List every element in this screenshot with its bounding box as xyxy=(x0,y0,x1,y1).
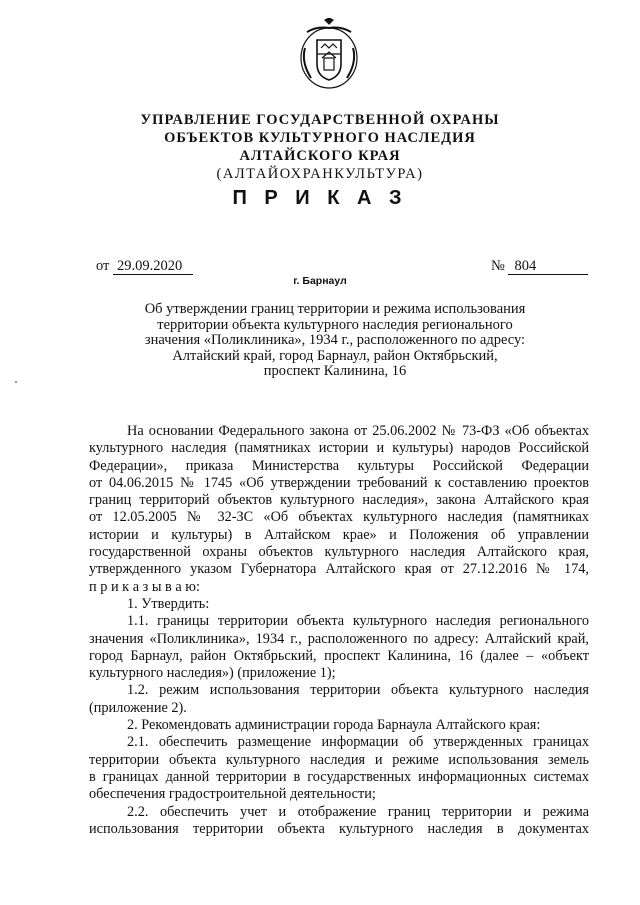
body-line: от 04.06.2015 № 1745 «Об утверждении требований к составлению проектов xyxy=(89,474,589,491)
body-line: границ территорий объектов культурного наследия», закона Алтайского края xyxy=(89,492,589,509)
body-line: территории объекта культурного наследия и режиме использования земель xyxy=(89,751,589,768)
clause-2-1: 2.1. обеспечить размещение информации об утвержденных границах xyxy=(127,734,589,751)
order-subject xyxy=(120,302,550,380)
body-line: культурного наследия») (приложение 1); xyxy=(89,665,336,682)
date-value: 29.09.2020 xyxy=(113,259,193,275)
body-line: истории и культуры) в Алтайском крае» и Положения об управлении xyxy=(89,526,589,543)
clause-1-2: 1.2. режим использования территории объекта культурного наследия xyxy=(127,682,589,699)
subject-line: Об утверждении границ территории и режима использования xyxy=(144,301,526,317)
city-label: г. Барнаул xyxy=(293,275,347,287)
body-line: (приложение 2). xyxy=(89,699,187,716)
body-line: от 12.05.2005 № 32-ЗС «Об объектах культурного наследия (памятниках xyxy=(89,509,589,526)
date-prefix: от xyxy=(96,258,110,274)
body-line: в границах данной территории в государственных информационных системах xyxy=(89,768,589,785)
body-line: утвержденного указом Губернатора Алтайского края от 27.12.2016 № 174, xyxy=(89,561,589,578)
header-line-3: АЛТАЙСКОГО КРАЯ xyxy=(239,148,401,164)
scan-dot xyxy=(15,381,17,383)
clause-1-1: 1.1. границы территории объекта культурного наследия регионального xyxy=(127,613,589,630)
body-line: использования территории объекта культурного наследия в документах xyxy=(89,820,589,837)
subject-line: проспект Калинина, 16 xyxy=(263,363,407,379)
body-line: На основании Федерального закона от 25.06.2002 № 73-ФЗ «Об объектах xyxy=(127,423,589,439)
body-line: Федерации», приказа Министерства культуры Российской Федерации xyxy=(89,457,589,474)
body-line: обеспечения градостроительной деятельности; xyxy=(89,786,376,803)
body-line: город Барнаул, район Октябрьский, проспект Калинина, 16 (далее – «объект xyxy=(89,647,589,664)
body-line: государственной охраны объектов культурного наследия Алтайского края, xyxy=(89,544,589,561)
clause-2-2: 2.2. обеспечить учет и отображение границ территории и режима xyxy=(127,803,589,820)
subject-line: территории объекта культурного наследия регионального xyxy=(157,316,513,333)
body-line: культурного наследия (памятниках истории и культуры) народов Российской xyxy=(89,440,589,457)
header-line-2: ОБЪЕКТОВ КУЛЬТУРНОГО НАСЛЕДИЯ xyxy=(164,130,476,146)
subject-line: значения «Поликлиника», 1934 г., расположенного по адресу: xyxy=(144,332,526,348)
header-line-4: (АЛТАЙОХРАНКУЛЬТУРА) xyxy=(216,166,424,182)
clause-2: 2. Рекомендовать администрации города Барнаула Алтайского края: xyxy=(127,717,541,734)
order-body xyxy=(89,423,589,838)
number-prefix: № xyxy=(491,258,505,274)
number-value: 804 xyxy=(508,259,588,275)
body-line: значения «Поликлиника», 1934 г., расположенного по адресу: Алтайский край, xyxy=(89,630,589,647)
clause-1: 1. Утвердить: xyxy=(127,595,210,612)
subject-line: Алтайский край, город Барнаул, район Октябрьский, xyxy=(172,347,498,364)
date-line xyxy=(96,258,193,275)
document-title: П Р И К А З xyxy=(232,187,408,209)
header-line-1: УПРАВЛЕНИЕ ГОСУДАРСТВЕННОЙ ОХРАНЫ xyxy=(140,112,500,128)
issuer-header xyxy=(0,111,640,183)
number-line xyxy=(491,258,588,275)
coat-of-arms-emblem xyxy=(297,18,361,90)
body-line: п р и к а з ы в а ю: xyxy=(89,578,200,595)
